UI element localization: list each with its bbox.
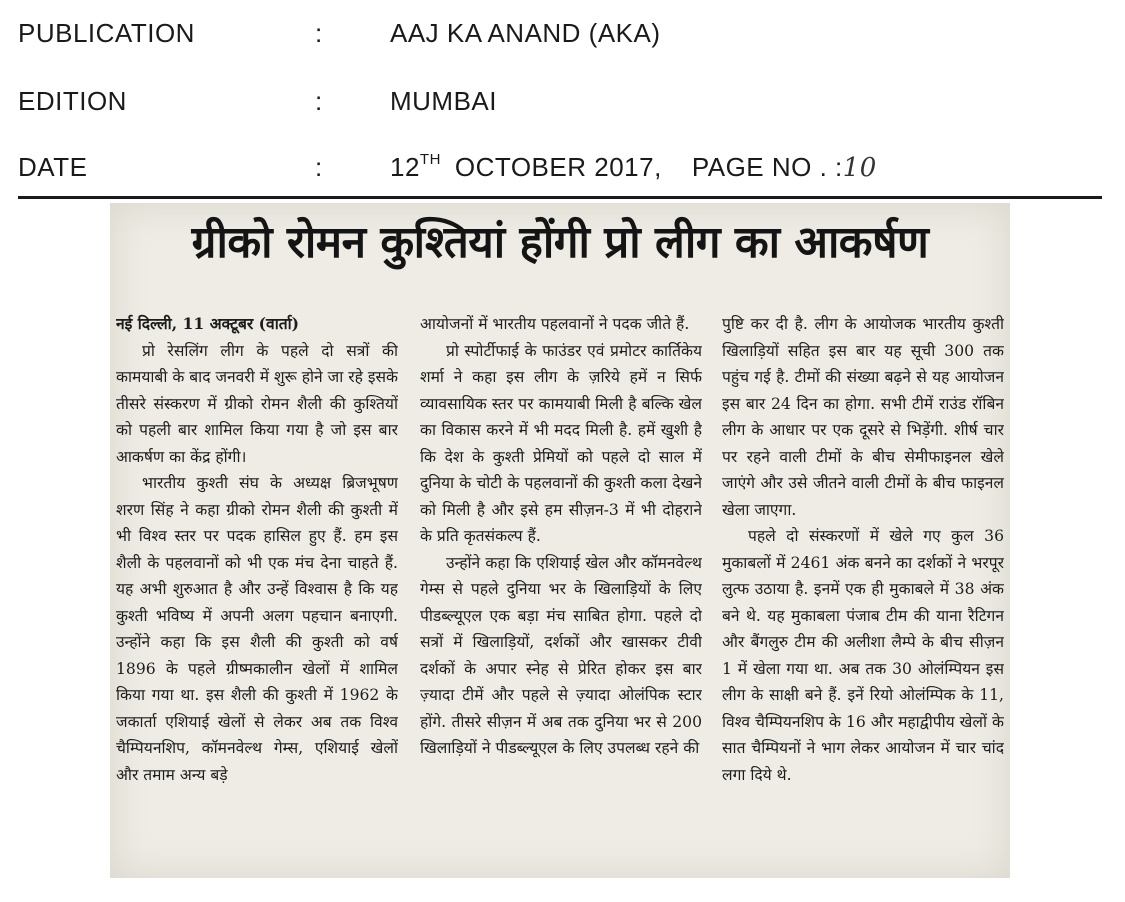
page-label: PAGE NO . : xyxy=(691,152,843,182)
date-day xyxy=(390,152,441,182)
publication-label: PUBLICATION xyxy=(18,18,195,48)
page-number-handwritten: 10 xyxy=(842,153,877,183)
article-paragraph: पुष्टि कर दी है. लीग के आयोजक भारतीय कुश्ती खिलाड़ियों सहित इस बार यह सूची 300 तक पहुंच गई है. टीमों की संख्या बढ़ने से यह आयोजन इस बार 24 दिन का होगा. सभी टीमें राउंड रॉबिन लीग के आधार पर एक दूसरे से भिड़ेंगी. शीर्ष चार पर रहने वाली टीमों के बीच सेमीफाइनल खेले जाएंगे और उसे जीतने वाली टीमों के बीच फाइनल खेला जाएगा. xyxy=(722,315,1004,519)
edition-colon: : xyxy=(315,86,323,116)
edition-value: MUMBAI xyxy=(390,86,497,116)
date-colon: : xyxy=(315,152,323,182)
article-paragraph: प्रो स्पोर्टीफाई के फाउंडर एवं प्रमोटर कार्तिकेय शर्मा ने कहा इस लीग के ज़रिये हमें न सिर्फ व्यावसायिक स्तर पर कामयाबी मिली है बल्कि खेल का विकास करने में भी मदद मिली है. हमें खुशी है कि देश के कुश्ती प्रेमियों को पहले दो साल में दुनिया के चोटी के पहलवानों की कुश्ती कला देखने को मिली है और इसे हम सीज़न-3 में भी दोहराने के प्रति कृतसंकल्प हैं. xyxy=(420,341,702,545)
article-paragraph: उन्होंने कहा कि एशियाई खेल और कॉमनवेल्थ गेम्स से पहले दुनिया भर के खिलाड़ियों के लिए पीडब्ल्यूएल एक बड़ा मंच साबित होगा. पहले दो सत्रों में खिलाड़ियों, दर्शकों और खासकर टीवी दर्शकों के अपार स्नेह से प्रेरित होकर इस बार ज़्यादा टीमें और पहले से ज़्यादा ओलंपिक स्टार होंगे. तीसरे सीज़न में अब तक दुनिया भर से 200 खिलाड़ियों ने पीडब्ल्यूएल के लिए उपलब्ध रहने की xyxy=(420,553,702,757)
article-paragraph xyxy=(116,311,398,338)
article-column-3 xyxy=(722,311,1004,871)
edition-label: EDITION xyxy=(18,86,127,116)
article-headline: ग्रीको रोमन कुश्तियां होंगी प्रो लीग का आकर्षण xyxy=(191,217,929,268)
date-day-number: 12 xyxy=(390,152,420,182)
publication-value: AAJ KA ANAND (AKA) xyxy=(390,18,661,48)
article-paragraph: आयोजनों में भारतीय पहलवानों ने पदक जीते हैं. xyxy=(420,315,690,333)
header-divider xyxy=(18,196,1102,199)
publication-colon: : xyxy=(315,18,323,48)
date-value xyxy=(390,152,877,183)
article-paragraph: प्रो रेसलिंग लीग के पहले दो सत्रों की कामयाबी के बाद जनवरी में शुरू होने जा रहे इसके तीसरे संस्करण में ग्रीको रोमन शैली की कुश्तियों को पहली बार शामिल किया गया है जो इस बार आकर्षण का केंद्र होंगी। xyxy=(116,341,398,466)
article-dateline: नई दिल्ली, 11 अक्टूबर (वार्ता) xyxy=(116,314,300,333)
date-month-year: OCTOBER 2017, xyxy=(454,152,662,182)
date-suffix: TH xyxy=(419,151,441,169)
article-column-1 xyxy=(116,311,398,871)
article-column-2 xyxy=(420,311,702,871)
article-paragraph: भारतीय कुश्ती संघ के अध्यक्ष ब्रिजभूषण शरण सिंह ने कहा ग्रीको रोमन शैली की कुश्ती में भी विश्व स्तर पर पदक हासिल हुए हैं. हम इस शैली के पहलवानों को भी एक मंच देना चाहते हैं. यह अभी शुरुआत है और उन्हें विश्वास है कि यह कुश्ती भविष्य में अपनी अलग पहचान बनाएगी. उन्होंने कहा कि इस शैली की कुश्ती को वर्ष 1896 के पहले ग्रीष्मकालीन खेलों में शामिल किया गया था. इस शैली की कुश्ती में 1962 के जकार्ता एशियाई खेलों से लेकर अब तक विश्व चैम्पियनशिप, कॉमनवेल्थ गेम्स, एशियाई खेलों और तमाम अन्य बड़े xyxy=(116,474,398,784)
date-label: DATE xyxy=(18,152,88,182)
article-paragraph: पहले दो संस्करणों में खेले गए कुल 36 मुकाबलों में 2461 अंक बनने का दर्शकों ने भरपूर लुत्फ उठाया है. इनमें एक ही मुकाबले में 38 अंक बने थे. यह मुकाबला पंजाब टीम की याना रैटिगन और बैंगलुरु टीम की अलीशा लैम्पे के बीच सीज़न 1 में खेला गया था. अब तक 30 ओलंम्पियन इस लीग के साक्षी बने हैं. इनें रियो ओलंम्पिक के 11, विश्व चैम्पियनशिप के 16 और महाद्वीपीय खेलों के सात चैम्पियनों ने भाग लेकर आयोजन में चार चांद लगा दिये थे. xyxy=(722,527,1004,784)
newspaper-clipping xyxy=(110,203,1010,878)
